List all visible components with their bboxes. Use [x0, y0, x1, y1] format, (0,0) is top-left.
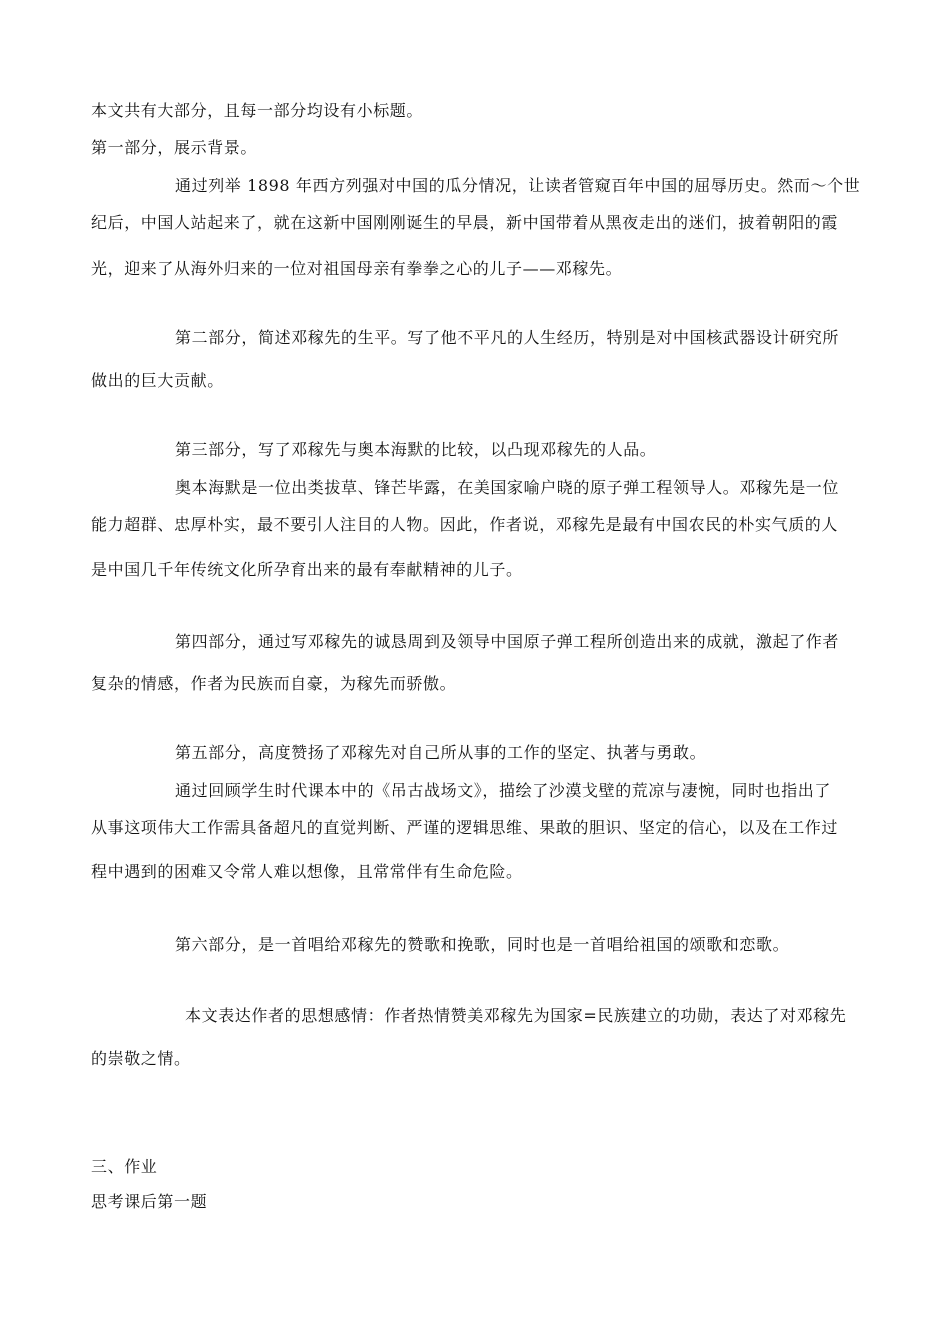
part3-line-2: 能力超群、忠厚朴实，最不要引人注目的人物。因此，作者说，邓稼先是最有中国农民的朴实气质的人	[91, 515, 839, 534]
part3-line-1: 奥本海默是一位出类拔草、锋芒毕露，在美国家喻户晓的原子弹工程领导人。邓稼先是一位	[175, 478, 840, 497]
part1-line-1: 通过列举 1898 年西方列强对中国的瓜分情况，让读者管窥百年中国的屈辱历史。然而～个世	[175, 176, 861, 195]
part4-line-1: 第四部分，通过写邓稼先的诚恳周到及领导中国原子弹工程所创造出来的成就，激起了作者	[175, 632, 840, 651]
part1-title: 第一部分，展示背景。	[91, 138, 258, 157]
summary-line-1: 本文表达作者的思想感情：作者热情赞美邓稼先为国家=民族建立的功勋，表达了对邓稼先	[185, 1006, 847, 1025]
intro-text: 本文共有大部分，且每一部分均设有小标题。	[91, 101, 424, 120]
part2-line-2: 做出的巨大贡献。	[91, 371, 224, 390]
part5-line-1: 通过回顾学生时代课本中的《吊古战场文》，描绘了沙漠戈壁的荒凉与凄惋，同时也指出了	[175, 781, 832, 800]
part3-line-3: 是中国几千年传统文化所孕育出来的最有奉献精神的儿子。	[91, 560, 523, 579]
part2-line-1: 第二部分，简述邓稼先的生平。写了他不平凡的人生经历，特别是对中国核武器设计研究所	[175, 328, 840, 347]
part5-line-3: 程中遇到的困难又令常人难以想像，且常常伴有生命危险。	[91, 862, 523, 881]
part1-line-2: 纪后，中国人站起来了，就在这新中国刚刚诞生的早晨，新中国带着从黑夜走出的迷们，披着朝阳的霞	[91, 213, 839, 232]
homework-title: 三、作业	[91, 1157, 158, 1176]
part5-title: 第五部分，高度赞扬了邓稼先对自己所从事的工作的坚定、执著与勇敢。	[175, 743, 707, 762]
homework-item: 思考课后第一题	[91, 1192, 208, 1211]
part3-title: 第三部分，写了邓稼先与奥本海默的比较，以凸现邓稼先的人品。	[175, 440, 657, 459]
part1-line-3: 光，迎来了从海外归来的一位对祖国母亲有拳拳之心的儿子——邓稼先。	[91, 259, 623, 278]
part6-text: 第六部分，是一首唱给邓稼先的赞歌和挽歌，同时也是一首唱给祖国的颂歌和恋歌。	[175, 935, 790, 954]
part5-line-2: 从事这项伟大工作需具备超凡的直觉判断、严谨的逻辑思维、果敢的胆识、坚定的信心，以及在工作过	[91, 818, 839, 837]
summary-line-2: 的崇敬之情。	[91, 1049, 191, 1068]
part4-line-2: 复杂的情感，作者为民族而自豪，为稼先而骄傲。	[91, 674, 457, 693]
